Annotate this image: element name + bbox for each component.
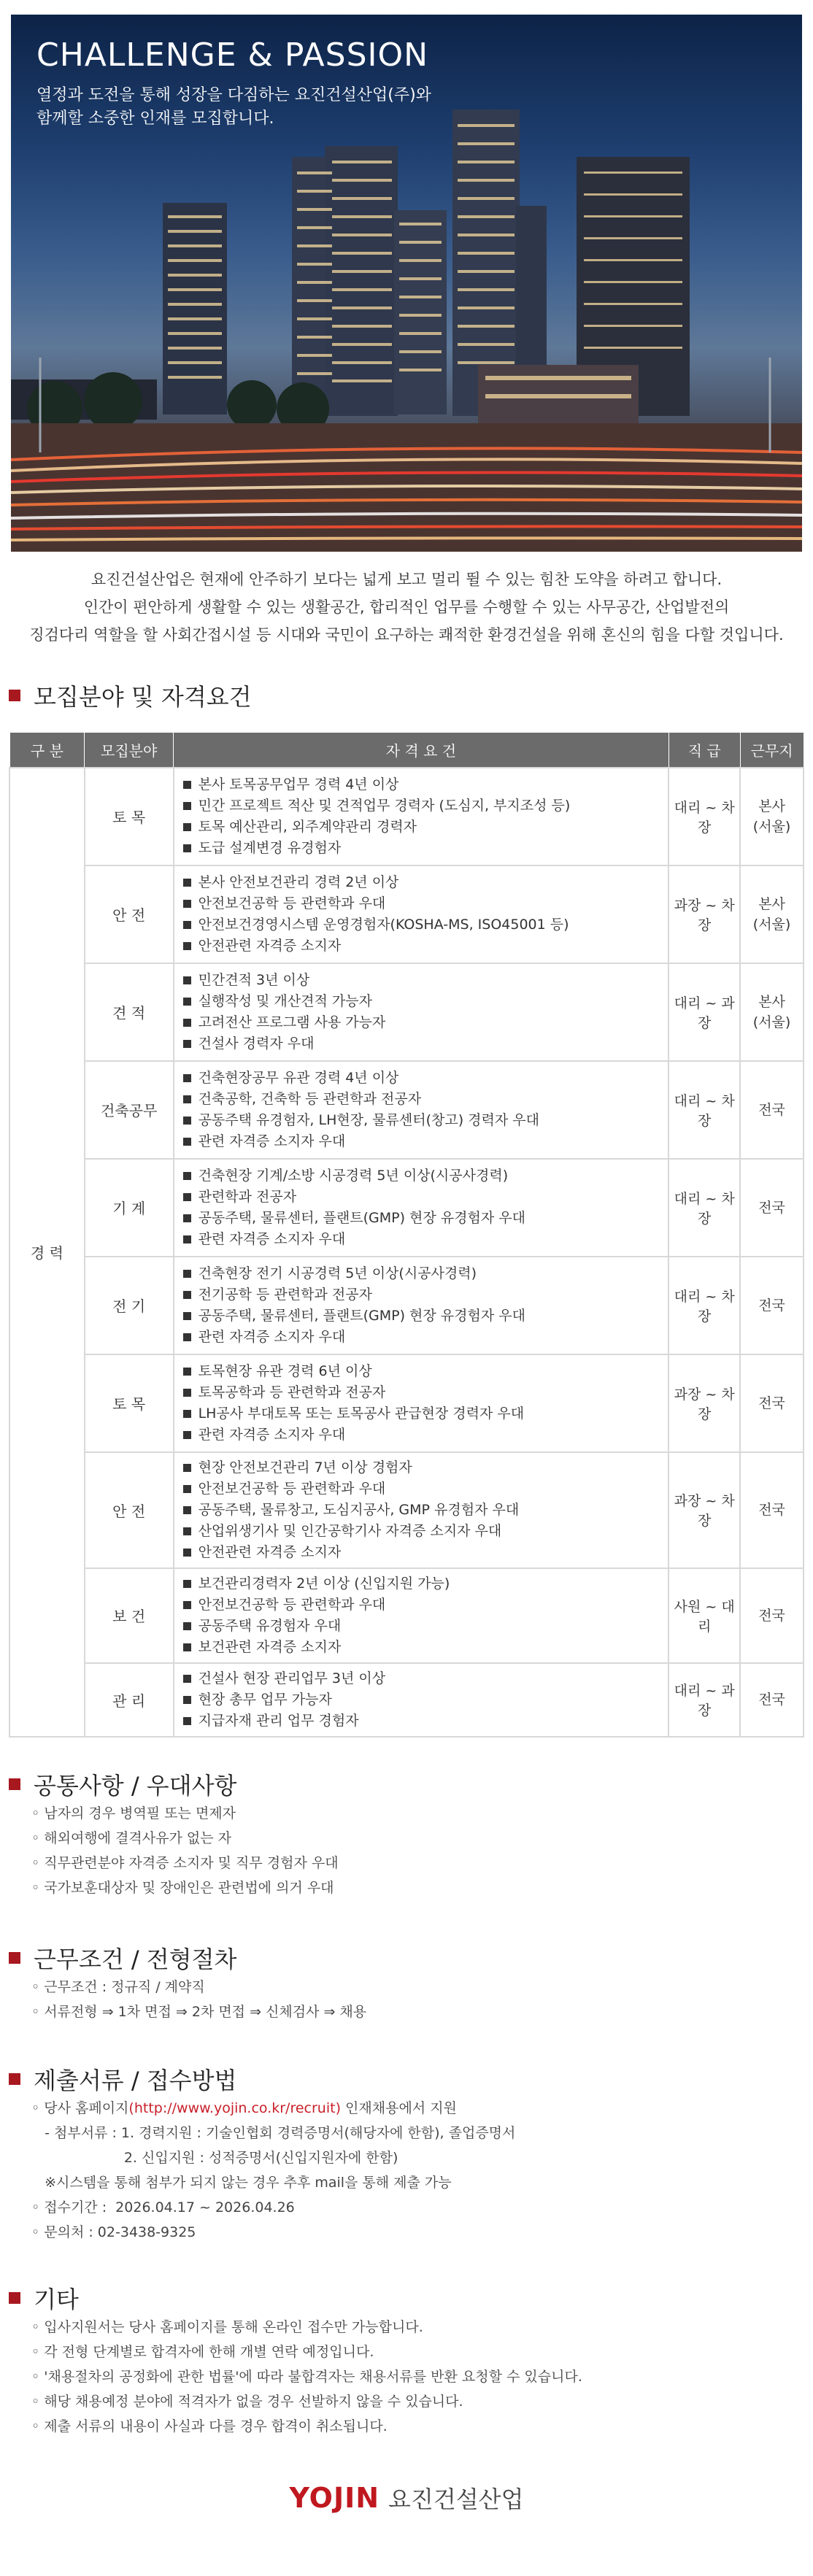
bullet-square-icon [183, 921, 191, 929]
bullet-square-icon [183, 1506, 191, 1514]
bullet-square-icon [183, 879, 191, 887]
qualification-item [183, 1573, 660, 1594]
bullet-square-icon [183, 1696, 191, 1704]
qualification-cell [174, 768, 669, 865]
section-marker-icon [9, 2073, 20, 2085]
table-row [9, 1257, 804, 1354]
location-cell [740, 1159, 804, 1257]
qualification-text: 관련 자격증 소지자 우대 [198, 1426, 346, 1443]
apply-prefix: ◦ 당사 홈페이지 [31, 2100, 129, 2116]
field-cell: 관 리 [85, 1663, 174, 1737]
table-row [9, 768, 804, 865]
qualification-text: 건설사 경력자 우대 [198, 1035, 315, 1052]
qualification-item [183, 1457, 660, 1478]
list-item: ※시스템을 통해 첨부가 되지 않는 경우 추후 mail을 통해 제출 가능 [31, 2175, 452, 2191]
qualification-text: 공동주택, 물류센터, 플랜트(GMP) 현장 유경험자 우대 [198, 1307, 525, 1324]
location-cell [740, 1257, 804, 1354]
qualification-text: 건축현장 기계/소방 시공경력 5년 이상(시공사경력) [198, 1167, 509, 1184]
qualification-text: 안전보건공학 등 관련학과 우대 [198, 1480, 386, 1497]
table-header-row [9, 733, 804, 768]
location-cell [740, 1354, 804, 1452]
qualification-cell [174, 1663, 669, 1737]
qualification-text: 민간견적 3년 이상 [198, 971, 310, 988]
brand-logo: YOJIN [289, 2482, 380, 2514]
location-text: 전국 [758, 1297, 785, 1314]
qualification-text: 관련 자격증 소지자 우대 [198, 1230, 346, 1247]
qualification-text: 건설사 현장 관리업무 3년 이상 [198, 1670, 386, 1686]
qualification-item [183, 1327, 660, 1348]
qualification-item [183, 872, 660, 893]
bullet-square-icon [183, 1214, 191, 1222]
rank-cell: 과장 ~ 차장 [668, 1452, 740, 1568]
header-location: 근무지 [740, 733, 804, 768]
qualification-item [183, 1689, 660, 1711]
qualification-item [183, 1089, 660, 1110]
qualification-item [183, 1616, 660, 1637]
qualification-item [183, 1361, 660, 1382]
list-item: ◦ 해당 채용예정 분야에 적격자가 없을 경우 선발하지 않을 수 있습니다. [31, 2394, 463, 2410]
qualification-item [183, 1711, 660, 1732]
qualification-item [183, 1424, 660, 1446]
qualification-cell [174, 1061, 669, 1159]
documents-list [31, 2096, 515, 2245]
list-item: ◦ 해외여행에 결격사유가 없는 자 [31, 1830, 231, 1846]
qualification-text: 도급 설계변경 유경험자 [198, 839, 342, 856]
qualification-cell [174, 1452, 669, 1568]
intro-line: 징검다리 역할을 할 사회간접시설 등 시대와 국민이 요구하는 쾌적한 환경건설을 위해 혼신의 힘을 다할 것입니다. [29, 626, 784, 644]
field-cell: 토 목 [85, 1354, 174, 1452]
qualification-text: 토목 예산관리, 외주계약관리 경력자 [198, 818, 417, 835]
bullet-square-icon [183, 1333, 191, 1341]
qualification-item [183, 1637, 660, 1658]
table-row [9, 1452, 804, 1568]
bullet-square-icon [183, 1095, 191, 1103]
qualification-item [183, 838, 660, 859]
qualification-text: 안전보건공학 등 관련학과 우대 [198, 1596, 386, 1613]
table-row [9, 963, 804, 1061]
table-row [9, 1663, 804, 1737]
brand-name-korean: 요진건설산업 [388, 2486, 524, 2513]
qualification-item [183, 1478, 660, 1500]
bullet-square-icon [183, 976, 191, 984]
location-cell [740, 1452, 804, 1568]
section-title-requirements [9, 679, 252, 712]
location-cell [740, 768, 804, 865]
qualification-item [183, 1263, 660, 1284]
qualification-text: 안전관련 자격증 소지자 [198, 1543, 342, 1560]
bullet-square-icon [183, 1193, 191, 1201]
company-intro [0, 566, 813, 649]
header-qualifications: 자 격 요 건 [174, 733, 669, 768]
qualification-text: 현장 총무 업무 가능자 [198, 1691, 332, 1708]
qualification-text: 토목현장 유관 경력 6년 이상 [198, 1362, 372, 1379]
section-title-conditions [9, 1941, 236, 1975]
recruit-link[interactable]: (http://www.yojin.co.kr/recruit) [128, 2100, 341, 2116]
bullet-square-icon [183, 1675, 191, 1683]
list-item: 2. 신입지원 : 성적증명서(신입지원자에 한함) [31, 2150, 398, 2166]
qualification-item [183, 1542, 660, 1563]
location-text: 본사 [758, 895, 785, 912]
bullet-square-icon [183, 1389, 191, 1397]
header-rank: 직 급 [668, 733, 740, 768]
section-marker-icon [9, 1778, 20, 1790]
location-text: 전국 [758, 1199, 785, 1216]
bullet-square-icon [183, 1464, 191, 1472]
bullet-square-icon [183, 1040, 191, 1048]
intro-line: 인간이 편안하게 생활할 수 있는 생활공간, 합리적인 업무를 수행할 수 있는 사무공간, 산업발전의 [83, 598, 730, 616]
qualification-text: 민간 프로젝트 적산 및 견적업무 경력자 (도심지, 부지조성 등) [198, 797, 571, 814]
bullet-square-icon [183, 1312, 191, 1320]
table-row [9, 1568, 804, 1663]
category-cell: 경 력 [9, 768, 85, 1737]
location-text: (서울) [752, 818, 791, 835]
qualification-item [183, 893, 660, 914]
location-text: 전국 [758, 1607, 785, 1624]
apply-line [31, 2096, 515, 2121]
field-cell: 보 건 [85, 1568, 174, 1663]
section-title-text: 제출서류 / 접수방법 [34, 2067, 237, 2094]
bullet-square-icon [183, 1291, 191, 1299]
location-text: 본사 [758, 798, 785, 814]
field-cell: 안 전 [85, 865, 174, 963]
qualification-cell [174, 1354, 669, 1452]
bullet-square-icon [183, 802, 191, 810]
list-item: ◦ 입사지원서는 당사 홈페이지를 통해 온라인 접수만 가능합니다. [31, 2319, 423, 2335]
qualification-text: 관련학과 전공자 [198, 1188, 297, 1205]
location-cell [740, 865, 804, 963]
location-cell [740, 963, 804, 1061]
qualification-item [183, 1165, 660, 1187]
qualification-text: 건축현장 전기 시공경력 5년 이상(시공사경력) [198, 1265, 477, 1281]
qualification-item [183, 1284, 660, 1306]
qualification-item [183, 991, 660, 1012]
list-item: ◦ 각 전형 단계별로 합격자에 한해 개별 연락 예정입니다. [31, 2344, 374, 2360]
section-title-text: 기타 [34, 2286, 79, 2313]
bullet-square-icon [183, 1172, 191, 1180]
bullet-square-icon [183, 781, 191, 789]
qualification-text: 고려전산 프로그램 사용 가능자 [198, 1014, 386, 1030]
qualification-text: 관련 자격증 소지자 우대 [198, 1133, 346, 1149]
qualification-item [183, 1382, 660, 1403]
qualification-item [183, 1110, 660, 1131]
section-marker-icon [9, 690, 20, 701]
qualification-text: 보건관리경력자 2년 이상 (신입지원 가능) [198, 1575, 450, 1592]
bullet-square-icon [183, 1235, 191, 1243]
bullet-square-icon [183, 1019, 191, 1027]
qualification-text: 산업위생기사 및 인간공학기사 자격증 소지자 우대 [198, 1522, 502, 1539]
list-item: - 첨부서류 : 1. 경력지원 : 기술인협회 경력증명서(해당자에 한함), 졸업증명서 [31, 2125, 516, 2141]
qualification-text: 토목공학과 등 관련학과 전공자 [198, 1384, 386, 1400]
rank-cell: 대리 ~ 과장 [668, 963, 740, 1061]
rank-cell: 대리 ~ 차장 [668, 1061, 740, 1159]
rank-cell: 대리 ~ 차장 [668, 1159, 740, 1257]
section-title-text: 공통사항 / 우대사항 [34, 1772, 237, 1800]
rank-cell: 과장 ~ 차장 [668, 865, 740, 963]
qualification-item [183, 1521, 660, 1542]
section-title-etc [9, 2281, 79, 2315]
bullet-square-icon [183, 1601, 191, 1609]
qualification-item [183, 1668, 660, 1689]
qualification-text: 공동주택 유경험자, LH현장, 물류센터(창고) 경력자 우대 [198, 1111, 539, 1128]
location-text: 전국 [758, 1101, 785, 1118]
bullet-square-icon [183, 1431, 191, 1439]
qualification-text: 안전관련 자격증 소지자 [198, 937, 342, 954]
rank-cell: 대리 ~ 차장 [668, 1257, 740, 1354]
bullet-square-icon [183, 1549, 191, 1557]
qualification-cell [174, 963, 669, 1061]
table-row [9, 1159, 804, 1257]
section-marker-icon [9, 1952, 20, 1964]
qualification-item [183, 1500, 660, 1521]
qualification-text: 건축공학, 건축학 등 관련학과 전공자 [198, 1090, 422, 1107]
qualification-item [183, 1187, 660, 1208]
qualification-text: 공동주택, 물류창고, 도심지공사, GMP 유경험자 우대 [198, 1501, 520, 1518]
bullet-square-icon [183, 1643, 191, 1651]
qualification-item [183, 914, 660, 936]
qualification-item [183, 1012, 660, 1033]
location-text: 본사 [758, 993, 785, 1010]
qualification-item [183, 1594, 660, 1616]
qualification-text: 현장 안전보건관리 7년 이상 경험자 [198, 1459, 412, 1476]
table-row [9, 865, 804, 963]
qualification-text: 공동주택 유경험자 우대 [198, 1617, 342, 1634]
bullet-square-icon [183, 823, 191, 831]
qualification-cell [174, 1568, 669, 1663]
bullet-square-icon [183, 844, 191, 852]
list-item: ◦ 근무조건 : 정규직 / 계약직 [31, 1979, 205, 1995]
location-text: 전국 [758, 1692, 785, 1708]
field-cell: 기 계 [85, 1159, 174, 1257]
list-item: ◦ 국가보훈대상자 및 장애인은 관련법에 의거 우대 [31, 1880, 334, 1896]
qualification-item [183, 795, 660, 817]
list-item: ◦ 접수기간 : 2026.04.17 ~ 2026.04.26 [31, 2199, 295, 2216]
rank-cell: 사원 ~ 대리 [668, 1568, 740, 1663]
qualification-text: 공동주택, 물류센터, 플랜트(GMP) 현장 유경험자 우대 [198, 1209, 525, 1226]
section-title-documents [9, 2062, 236, 2096]
qualification-item [183, 774, 660, 795]
footer-logo [0, 2481, 813, 2515]
hero-banner [11, 15, 802, 552]
location-cell [740, 1061, 804, 1159]
bullet-square-icon [183, 1717, 191, 1725]
list-item: ◦ '채용절차의 공정화에 관한 법률'에 따라 불합격자는 채용서류를 반환 요청할 수 있습니다. [31, 2369, 582, 2385]
field-cell: 전 기 [85, 1257, 174, 1354]
rank-cell: 대리 ~ 과장 [668, 1663, 740, 1737]
list-item: ◦ 남자의 경우 병역필 또는 면제자 [31, 1805, 236, 1821]
list-item: ◦ 서류전형 ⇒ 1차 면접 ⇒ 2차 면접 ⇒ 신체검사 ⇒ 채용 [31, 2004, 367, 2020]
qualification-item [183, 1068, 660, 1089]
bullet-square-icon [183, 942, 191, 950]
section-title-text: 모집분야 및 자격요건 [34, 683, 252, 711]
qualification-item [183, 1033, 660, 1054]
requirements-table [9, 732, 804, 1738]
qualification-item [183, 1403, 660, 1424]
bullet-square-icon [183, 1074, 191, 1082]
qualification-cell [174, 1159, 669, 1257]
field-cell: 견 적 [85, 963, 174, 1061]
rank-cell: 과장 ~ 차장 [668, 1354, 740, 1452]
table-body [9, 768, 804, 1737]
rank-cell: 대리 ~ 차장 [668, 768, 740, 865]
bullet-square-icon [183, 1270, 191, 1278]
bullet-square-icon [183, 1138, 191, 1146]
section-title-common [9, 1767, 236, 1801]
apply-suffix: 인재채용에서 지원 [340, 2100, 457, 2116]
location-text: 전국 [758, 1395, 785, 1411]
qualification-text: 본사 토목공무업무 경력 4년 이상 [198, 776, 399, 793]
section-marker-icon [9, 2292, 20, 2304]
qualification-text: 보건관련 자격증 소지자 [198, 1638, 342, 1655]
qualification-item [183, 1229, 660, 1250]
qualification-item [183, 817, 660, 838]
hero-subtitle-line: 함께할 소중한 인재를 모집합니다. [36, 109, 274, 128]
bullet-square-icon [183, 1368, 191, 1376]
qualification-cell [174, 865, 669, 963]
table-row [9, 1061, 804, 1159]
bullet-square-icon [183, 1485, 191, 1493]
qualification-item [183, 970, 660, 991]
qualification-text: 전기공학 등 관련학과 전공자 [198, 1286, 372, 1303]
section-title-text: 근무조건 / 전형절차 [34, 1946, 237, 1973]
bullet-square-icon [183, 1580, 191, 1588]
bullet-square-icon [183, 1117, 191, 1125]
qualification-cell [174, 1257, 669, 1354]
bullet-square-icon [183, 1527, 191, 1535]
qualification-text: 건축현장공무 유관 경력 4년 이상 [198, 1069, 399, 1086]
intro-line: 요진건설산업은 현재에 안주하기 보다는 넓게 보고 멀리 뛸 수 있는 힘찬 도약을 하려고 합니다. [90, 571, 723, 588]
qualification-text: 실행작성 및 개산견적 가능자 [198, 992, 372, 1009]
qualification-text: 안전보건경영시스템 운영경험자(KOSHA-MS, ISO45001 등) [198, 916, 569, 933]
conditions-list [31, 1975, 366, 2024]
qualification-text: 지급자재 관리 업무 경험자 [198, 1712, 359, 1729]
bullet-square-icon [183, 900, 191, 908]
bullet-square-icon [183, 1622, 191, 1630]
qualification-item [183, 1306, 660, 1327]
header-category: 구 분 [9, 733, 85, 768]
qualification-text: 관련 자격증 소지자 우대 [198, 1328, 346, 1345]
hero-subtitle [36, 84, 431, 131]
field-cell: 토 목 [85, 768, 174, 865]
qualification-text: 안전보건공학 등 관련학과 우대 [198, 895, 386, 911]
bullet-square-icon [183, 1410, 191, 1418]
location-cell [740, 1663, 804, 1737]
hero-subtitle-line: 열정과 도전을 통해 성장을 다짐하는 요진건설산업(주)와 [36, 86, 431, 104]
bullet-square-icon [183, 998, 191, 1006]
field-cell: 안 전 [85, 1452, 174, 1568]
location-text: (서울) [752, 1014, 791, 1030]
etc-list [31, 2315, 582, 2439]
location-text: 전국 [758, 1502, 785, 1518]
qualification-item [183, 1131, 660, 1152]
qualification-text: LH공사 부대토목 또는 토목공사 관급현장 경력자 우대 [198, 1405, 525, 1422]
location-text: (서울) [752, 916, 791, 933]
common-list [31, 1801, 339, 1900]
location-cell [740, 1568, 804, 1663]
list-item: ◦ 제출 서류의 내용이 사실과 다를 경우 합격이 취소됩니다. [31, 2418, 388, 2434]
list-item: ◦ 문의처 : 02-3438-9325 [31, 2224, 196, 2240]
hero-title: CHALLENGE & PASSION [36, 36, 429, 74]
header-field: 모집분야 [85, 733, 174, 768]
field-cell: 건축공무 [85, 1061, 174, 1159]
qualification-item [183, 1208, 660, 1229]
table-row [9, 1354, 804, 1452]
qualification-item [183, 936, 660, 957]
qualification-text: 본사 안전보건관리 경력 2년 이상 [198, 874, 399, 890]
list-item: ◦ 직무관련분야 자격증 소지자 및 직무 경험자 우대 [31, 1855, 339, 1871]
